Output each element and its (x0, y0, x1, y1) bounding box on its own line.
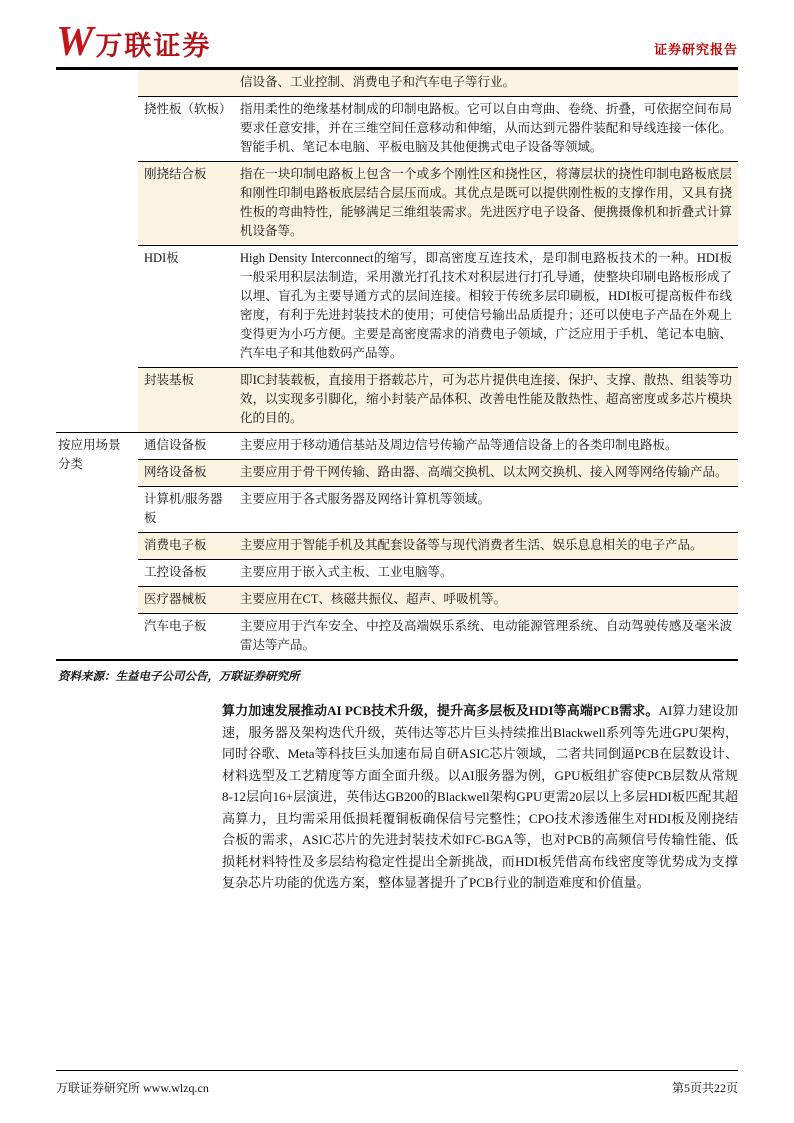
category-cell-empty (56, 70, 138, 433)
type-name-cell: 网络设备板 (138, 460, 234, 487)
page-footer (56, 1079, 738, 1096)
type-name-cell: 刚挠结合板 (138, 162, 234, 246)
pcb-classification-table (56, 70, 738, 661)
analysis-paragraph (222, 700, 738, 894)
table-row (56, 560, 738, 587)
type-desc-cell: 主要应用于移动通信基站及周边信号传输产品等通信设备上的各类印制电路板。 (234, 433, 738, 460)
table-row (56, 487, 738, 533)
table-row (56, 587, 738, 614)
type-name-cell: HDI板 (138, 246, 234, 368)
page-header (56, 19, 738, 65)
type-name-cell (138, 70, 234, 97)
table-row (56, 162, 738, 246)
type-desc-cell: High Density Interconnect的缩写，即高密度互连技术，是印制电路板技术的一种。HDI板一般采用积层法制造，采用激光打孔技术对积层进行打孔导通，使整块印刷电路板形成了以埋、盲孔为主要导通方式的层间连接。相较于传统多层印刷板，HDI板可提高板件布线密度，有利于先进封装技术的使用；可使信号输出品质提升；还可以使电子产品在外观上变得更为小巧方便。主要是高密度需求的消费电子领域，广泛应用于手机、笔记本电脑、汽车电子和其他数码产品等。 (234, 246, 738, 368)
data-source-note: 资料来源：生益电子公司公告，万联证券研究所 (58, 671, 300, 683)
category-cell-application: 按应用场景分类 (56, 433, 138, 661)
type-desc-cell: 指在一块印制电路板上包含一个或多个刚性区和挠性区，将薄层状的挠性印制电路板底层和刚性印制电路板底层结合层压而成。其优点是既可以提供刚性板的支撑作用，又具有挠性板的弯曲特性，能够满足三维组装需求。先进医疗电子设备、便携摄像机和折叠式计算机设备等。 (234, 162, 738, 246)
report-type-label: 证券研究报告 (653, 42, 738, 57)
logo-company-name: 万联证券 (95, 31, 212, 61)
table-row (56, 433, 738, 460)
type-desc-cell: 主要应用于各式服务器及网络计算机等领域。 (234, 487, 738, 533)
type-name-cell: 挠性板（软板） (138, 97, 234, 162)
type-name-cell: 消费电子板 (138, 533, 234, 560)
paragraph-bold-lead: 算力加速发展推动AI PCB技术升级，提升高多层板及HDI等高端PCB需求。 (222, 703, 659, 718)
table-row (56, 246, 738, 368)
footer-page-number: 第5页共22页 (671, 1081, 738, 1095)
company-logo (56, 19, 212, 65)
type-name-cell: 计算机/服务器板 (138, 487, 234, 533)
table-row (56, 460, 738, 487)
type-name-cell: 封装基板 (138, 368, 234, 433)
type-desc-cell: 主要应用在CT、核磁共振仪、超声、呼吸机等。 (234, 587, 738, 614)
type-desc-cell: 主要应用于嵌入式主板、工业电脑等。 (234, 560, 738, 587)
type-name-cell: 工控设备板 (138, 560, 234, 587)
table-row (56, 70, 738, 97)
table-row (56, 614, 738, 661)
footer-divider (56, 1070, 738, 1071)
table-row (56, 533, 738, 560)
table-row (56, 368, 738, 433)
type-desc-cell: 主要应用于汽车安全、中控及高端娱乐系统、电动能源管理系统、自动驾驶传感及毫米波雷达等产品。 (234, 614, 738, 661)
type-desc-cell: 指用柔性的绝缘基材制成的印制电路板。它可以自由弯曲、卷绕、折叠，可依据空间布局要求任意安排，并在三维空间任意移动和伸缩，从而达到元器件装配和导线连接一体化。智能手机、笔记本电脑、平板电脑及其他便携式电子设备等领域。 (234, 97, 738, 162)
type-name-cell: 医疗器械板 (138, 587, 234, 614)
type-name-cell: 汽车电子板 (138, 614, 234, 661)
paragraph-body-text: AI算力建设加速，服务器及架构迭代升级，英伟达等芯片巨头持续推出Blackwell系列等先进GPU架构，同时谷歌、Meta等科技巨头加速布局自研ASIC芯片领域，二者共同倒逼PCB在层数设计、材料选型及工艺精度等方面全面升级。以AI服务器为例，GPU板组扩容使PCB层数从常规8-12层向16+层演进，英伟达GB200的Blackwell架构GPU更需20层以上多层HDI板匹配其超高算力，且均需采用低损耗覆铜板确保信号完整性；CPO技术渗透催生对HDI板及刚挠结合板的需求，ASIC芯片的先进封装技术如FC-BGA等，也对PCB的高频信号传输性能、低损耗材料特性及多层结构稳定性提出全新挑战，而HDI板凭借高布线密度等优势成为支撑复杂芯片功能的优选方案，整体显著提升了PCB行业的制造难度和价值量。 (222, 703, 738, 890)
type-desc-cell: 信设备、工业控制、消费电子和汽车电子等行业。 (234, 70, 738, 97)
footer-institute-url: 万联证券研究所 www.wlzq.cn (56, 1081, 209, 1095)
type-desc-cell: 即IC封装载板，直接用于搭载芯片，可为芯片提供电连接、保护、支撑、散热、组装等功效，以实现多引脚化，缩小封装产品体积、改善电性能及散热性、超高密度或多芯片模块化的目的。 (234, 368, 738, 433)
type-desc-cell: 主要应用于骨干网传输、路由器、高端交换机、以太网交换机、接入网等网络传输产品。 (234, 460, 738, 487)
type-name-cell: 通信设备板 (138, 433, 234, 460)
table-row (56, 97, 738, 162)
type-desc-cell: 主要应用于智能手机及其配套设备等与现代消费者生活、娱乐息息相关的电子产品。 (234, 533, 738, 560)
logo-w-icon: W (56, 19, 91, 65)
